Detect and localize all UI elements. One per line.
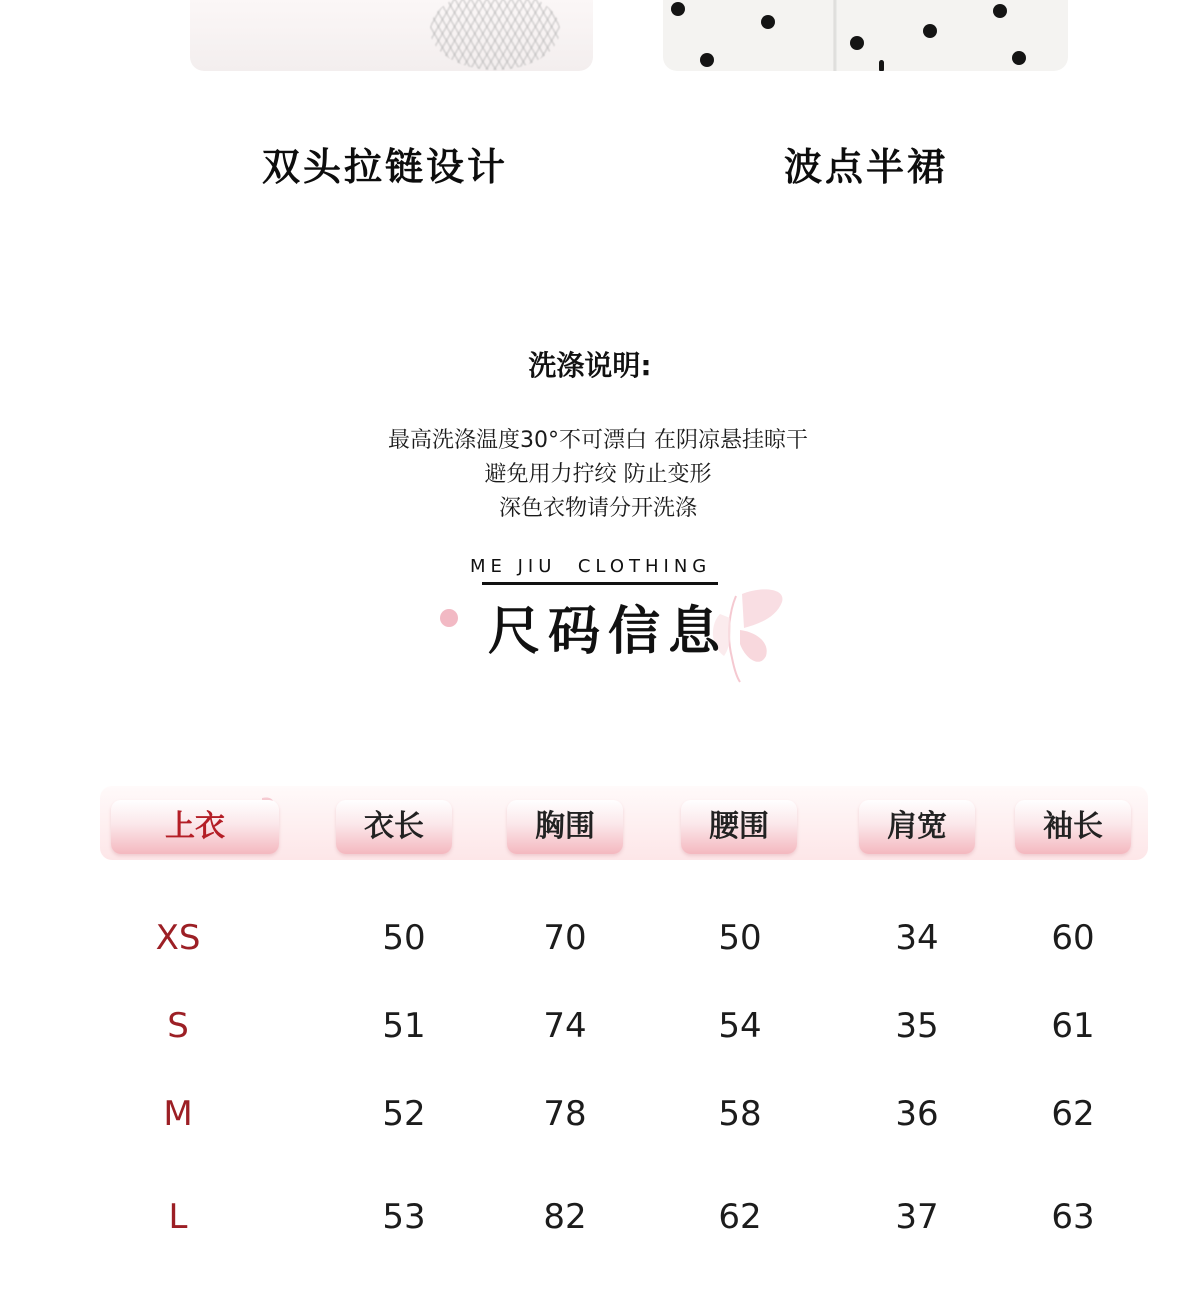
washing-line: 深色衣物请分开洗涤 [498,496,697,521]
header-length: 衣长 [336,800,452,854]
washing-title: 洗涤说明: [528,349,652,382]
cell-shoulder: 34 [895,918,939,958]
header-sleeve: 袖长 [1015,800,1131,854]
cell-length: 53 [382,1197,426,1237]
row-size-label: XS [155,918,201,958]
polka-dot [761,15,775,29]
cell-bust: 78 [543,1094,587,1134]
cell-shoulder: 36 [895,1094,939,1134]
cell-shoulder: 37 [895,1197,939,1237]
header-waist: 腰围 [681,800,797,854]
zipper-detail-photo [190,0,593,71]
polka-dot [923,24,937,38]
washing-line: 避免用力拧绞 防止变形 [484,462,712,487]
cell-length: 52 [382,1094,426,1134]
row-size-label: S [167,1006,189,1046]
zipper-feature-title: 双头拉链设计 [262,145,509,189]
brand-underline [482,582,718,585]
polka-dot [993,4,1007,18]
cell-bust: 70 [543,918,587,958]
header-top: 上衣 [111,800,279,854]
cell-waist: 62 [718,1197,762,1237]
decorative-dot [440,609,458,627]
polka-feature-title: 波点半裙 [784,145,949,189]
cell-sleeve: 61 [1051,1006,1095,1046]
cell-sleeve: 62 [1051,1094,1095,1134]
header-bust: 胸围 [507,800,623,854]
row-size-label: M [163,1094,193,1134]
polka-dot [850,36,864,50]
cell-waist: 54 [718,1006,762,1046]
polka-dot [879,60,884,71]
fabric-fold [833,0,837,71]
cell-waist: 58 [718,1094,762,1134]
polka-dot [700,53,714,67]
size-info-title: 尺码信息 [488,602,729,662]
lace-trim [430,0,560,70]
header-shoulder: 肩宽 [859,800,975,854]
brand-name: ME JIU CLOTHING [470,556,712,577]
polka-dot [671,2,685,16]
cell-shoulder: 35 [895,1006,939,1046]
cell-sleeve: 63 [1051,1197,1095,1237]
row-size-label: L [168,1197,188,1237]
cell-waist: 50 [718,918,762,958]
cell-length: 50 [382,918,426,958]
polka-dot [1012,51,1026,65]
polka-dot-skirt-photo [663,0,1068,71]
cell-bust: 82 [543,1197,587,1237]
washing-line: 最高洗涤温度30°不可漂白 在阴凉悬挂晾干 [388,428,808,453]
cell-bust: 74 [543,1006,587,1046]
washing-instructions [0,424,1196,526]
cell-sleeve: 60 [1051,918,1095,958]
cell-length: 51 [382,1006,426,1046]
